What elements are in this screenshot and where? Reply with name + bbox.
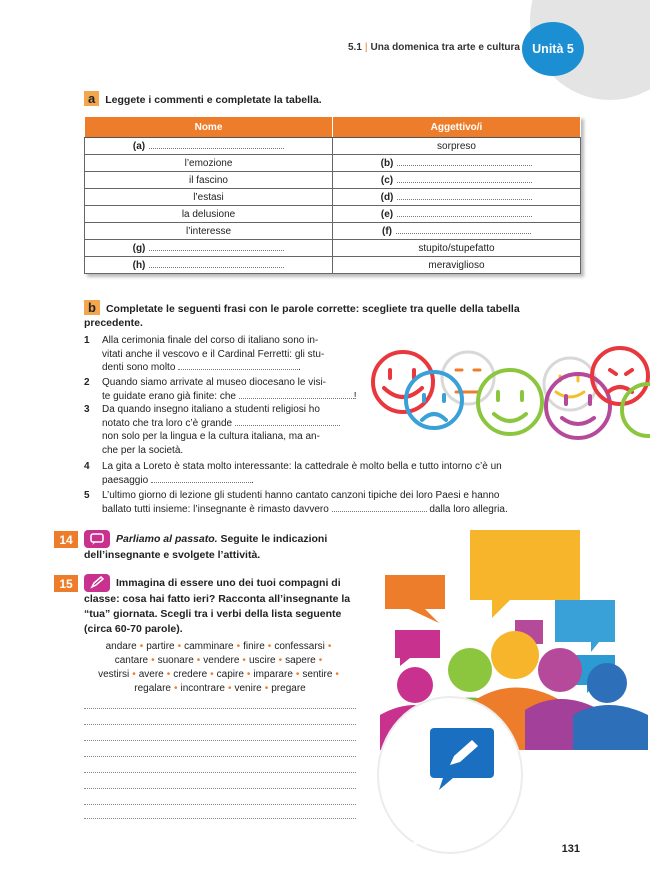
- writing-line[interactable]: [84, 756, 356, 757]
- blank-label: (c): [380, 175, 394, 186]
- writing-line[interactable]: [84, 788, 356, 789]
- bullet-separator: •: [327, 641, 332, 652]
- verb-item: cantare: [114, 655, 149, 666]
- bullet-separator: •: [151, 655, 155, 666]
- bullet-separator: •: [246, 669, 251, 680]
- nome-cell: [85, 155, 333, 172]
- table-row: [85, 206, 581, 223]
- page-number: 131: [561, 843, 580, 855]
- pencil-icon: [84, 574, 110, 592]
- verb-item: sapere: [285, 655, 316, 666]
- item-text: vitati anche il vescovo e il Cardinal Ferretti: gli stu-: [102, 348, 325, 360]
- bullet-separator: •: [267, 641, 272, 652]
- item-text: te guidate erano già finite: che: [102, 390, 239, 402]
- item-text: che per la società.: [102, 444, 184, 456]
- exercise-15-line: classe: cosa hai fatto ieri? Racconta all’insegnante la: [84, 593, 351, 605]
- answer-blank[interactable]: [396, 225, 531, 234]
- writing-line[interactable]: [84, 740, 356, 741]
- item-text: non solo per la lingua e la cultura italiana, ma an-: [102, 431, 320, 442]
- bullet-separator: •: [227, 683, 232, 694]
- item-number: 4: [84, 461, 90, 472]
- verb-item: sentire: [302, 669, 333, 680]
- speech-bubble-icon: [84, 530, 110, 548]
- writing-line[interactable]: [84, 708, 356, 709]
- item-text: notato che tra loro c’è grande: [102, 417, 235, 429]
- exercise-a-heading: [84, 91, 322, 106]
- bullet-separator: •: [132, 669, 136, 680]
- bullet-separator: •: [278, 655, 283, 666]
- exercise-14-text: [84, 530, 364, 562]
- table-row: [85, 223, 581, 240]
- verb-item: regalare: [134, 683, 171, 694]
- cell-text: sorpreso: [437, 140, 476, 152]
- verb-item: finire: [243, 641, 265, 652]
- bullet-separator: •: [196, 655, 201, 666]
- unit-badge: Unità 5: [522, 22, 584, 76]
- writing-line[interactable]: [84, 724, 356, 725]
- answer-blank[interactable]: [397, 208, 532, 217]
- blank-label: (h): [132, 260, 146, 271]
- verb-item: uscire: [248, 655, 276, 666]
- exercise-b-heading: [84, 300, 584, 330]
- bullet-separator: •: [177, 641, 182, 652]
- verb-item: partire: [146, 641, 175, 652]
- exercise-14-lead: Parliamo al passato.: [116, 532, 218, 545]
- verb-list: [84, 640, 356, 696]
- nome-cell: [85, 172, 333, 189]
- exercise-a-instruction: Leggete i commenti e completate la tabella.: [105, 94, 322, 106]
- section-number: 5.1: [347, 42, 362, 53]
- bullet-separator: •: [335, 669, 339, 680]
- item-text: paesaggio: [102, 474, 151, 486]
- cell-text: l’emozione: [184, 157, 233, 169]
- column-header-aggettivo: Aggettivo/i: [333, 117, 581, 138]
- verb-item: credere: [173, 669, 208, 680]
- cell-text: stupito/stupefatto: [418, 242, 495, 254]
- verb-item: confessarsi: [274, 641, 325, 652]
- bullet-separator: •: [166, 669, 171, 680]
- answer-blank[interactable]: [332, 503, 427, 512]
- blank-label: (d): [380, 192, 394, 203]
- answer-blank[interactable]: [149, 259, 284, 268]
- nome-aggettivo-table: [84, 116, 581, 274]
- item-text: denti sono molto: [102, 362, 179, 373]
- writing-line[interactable]: [84, 818, 356, 819]
- exercise-b-instruction-2: precedente.: [84, 317, 143, 329]
- cell-text: il fascino: [189, 174, 228, 186]
- exercise-14-rest: Seguite le indicazioni: [217, 532, 328, 545]
- nome-cell: [85, 240, 333, 257]
- cell-text: l’interesse: [185, 225, 232, 237]
- exercise-15-text: [84, 574, 369, 637]
- exercise-15-number: 15: [54, 575, 78, 592]
- item-text: ballato tutti insieme: l’insegnante è rimasto davvero: [102, 503, 332, 515]
- aggettivo-cell: [333, 138, 581, 155]
- exercise-15-line: Immagina di essere uno dei tuoi compagni di: [116, 576, 341, 589]
- bullet-separator: •: [210, 669, 214, 680]
- verb-item: suonare: [157, 655, 194, 666]
- group-discussion-illustration: [375, 525, 650, 855]
- table-row: [85, 189, 581, 206]
- aggettivo-cell: [333, 257, 581, 274]
- item-text: .: [298, 362, 301, 373]
- exercise-15-line: “tua” giornata. Scegli tra i verbi della lista seguente: [84, 608, 342, 620]
- nome-cell: [85, 223, 333, 240]
- exercise-b-instruction-1: Completate le seguenti frasi con le parole corrette: scegliete tra quelle della tabella: [105, 303, 520, 315]
- item-text: .: [250, 474, 254, 486]
- blank-label: (e): [380, 209, 394, 220]
- verb-item: capire: [216, 669, 244, 680]
- blank-label: (b): [380, 158, 394, 169]
- bullet-separator: •: [295, 669, 300, 680]
- bullet-separator: •: [264, 683, 269, 694]
- table-row: [85, 172, 581, 189]
- verb-item: pregare: [271, 683, 306, 694]
- nome-cell: [85, 138, 333, 155]
- answer-blank[interactable]: [397, 191, 532, 200]
- answer-blank[interactable]: [149, 140, 284, 149]
- cell-text: l’estasi: [193, 191, 224, 203]
- verb-item: avere: [138, 669, 164, 680]
- exercise-15-line: (circa 60-70 parole).: [84, 623, 183, 635]
- verb-item: vendere: [203, 655, 240, 666]
- exercise-letter-b: b: [84, 300, 100, 315]
- bullet-separator: •: [236, 641, 241, 652]
- answer-blank[interactable]: [239, 390, 354, 399]
- answer-blank[interactable]: [178, 361, 298, 370]
- cell-text: la delusione: [181, 208, 236, 220]
- section-title: Una domenica tra arte e cultura: [370, 42, 520, 53]
- table-row: [85, 155, 581, 172]
- exercise-14-line2: dell’insegnante e svolgete l’attività.: [84, 549, 261, 561]
- item-number: 2: [84, 377, 90, 388]
- item-text: !: [353, 390, 357, 402]
- nome-cell: [85, 206, 333, 223]
- verb-item: venire: [234, 683, 262, 694]
- verb-item: imparare: [253, 669, 293, 680]
- item-number: 5: [84, 490, 90, 501]
- aggettivo-cell: [333, 189, 581, 206]
- aggettivo-cell: [333, 223, 581, 240]
- item-text: Quando siamo arrivate al museo diocesano le visi-: [102, 377, 326, 388]
- exercise-letter-a: a: [84, 91, 99, 106]
- nome-cell: [85, 189, 333, 206]
- item-text: dalla loro allegria.: [426, 503, 508, 515]
- item-text: Da quando insegno italiano a studenti religiosi ho: [102, 404, 320, 415]
- verb-item: camminare: [184, 641, 234, 652]
- answer-blank[interactable]: [151, 474, 251, 483]
- verb-item: andare: [105, 641, 137, 652]
- nome-cell: [85, 257, 333, 274]
- aggettivo-cell: [333, 206, 581, 223]
- aggettivo-cell: [333, 240, 581, 257]
- exercise-14-number: 14: [54, 531, 78, 548]
- bullet-separator: •: [173, 683, 178, 694]
- verb-item: incontrare: [180, 683, 225, 694]
- running-header: 5.1 | Una domenica tra arte e cultura: [347, 42, 520, 53]
- table-row: [85, 240, 581, 257]
- cell-text: meraviglioso: [428, 259, 485, 271]
- item-text: Alla cerimonia finale del corso di italiano sono in-: [102, 335, 319, 346]
- verb-item: vestirsi: [98, 669, 130, 680]
- aggettivo-cell: [333, 155, 581, 172]
- table-row: [85, 257, 581, 274]
- item-text: La gita a Loreto è stata molto interessante: la cattedrale è molto bella e tutto intorno c’è un: [102, 461, 502, 472]
- blank-label: (f): [382, 226, 392, 237]
- item-text: L’ultimo giorno di lezione gli studenti hanno cantato canzoni tipiche dei loro Paesi e hanno: [102, 490, 500, 501]
- answer-blank[interactable]: [397, 174, 532, 183]
- item-number: 3: [84, 404, 90, 415]
- emoji-bubbles-illustration: [370, 340, 650, 450]
- bullet-separator: •: [242, 655, 246, 666]
- writing-line[interactable]: [84, 772, 356, 773]
- aggettivo-cell: [333, 172, 581, 189]
- writing-line[interactable]: [84, 804, 356, 805]
- bullet-separator: •: [139, 641, 144, 652]
- table-row: [85, 138, 581, 155]
- answer-blank[interactable]: [397, 157, 532, 166]
- column-header-nome: Nome: [85, 117, 333, 138]
- bullet-separator: •: [318, 655, 323, 666]
- item-number: 1: [84, 335, 90, 346]
- answer-blank[interactable]: [149, 242, 284, 251]
- blank-label: (a): [132, 141, 146, 152]
- answer-blank[interactable]: [235, 417, 340, 426]
- blank-label: (g): [132, 243, 146, 254]
